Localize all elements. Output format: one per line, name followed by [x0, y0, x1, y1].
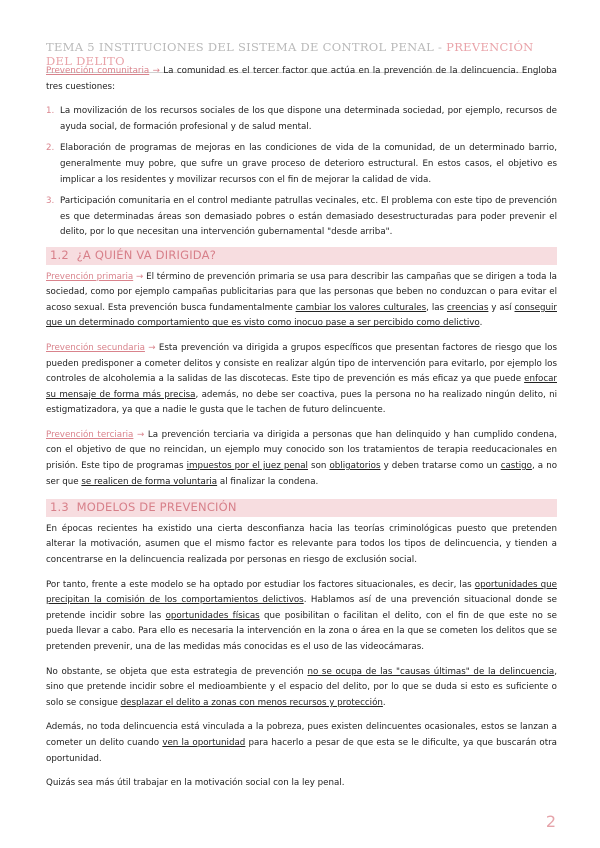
list-number: 1.	[46, 106, 55, 117]
underlined-phrase: no se ocupa de las "causas últimas" de la delincuencia	[307, 666, 555, 677]
text-run: Por tanto, frente a este modelo se ha optado por estudiar los factores situacionales, es decir, las	[46, 579, 475, 590]
section-number: 1.3	[50, 500, 69, 515]
intro-paragraph	[46, 64, 557, 95]
section-title: MODELOS DE PREVENCIÓN	[76, 500, 237, 515]
list-item	[46, 194, 557, 241]
paragraph-prevencion-secundaria	[46, 341, 557, 419]
underlined-phrase: creencias	[446, 302, 489, 313]
text-run: No obstante, se objeta que esta estrategia de prevención	[46, 666, 308, 677]
underlined-phrase: ven la oportunidad	[162, 737, 246, 748]
list-text: La movilización de los recursos sociales de los que dispone una determinada sociedad, por ejemplo, recursos de ayuda social, de formación profesional y de salud mental.	[60, 106, 557, 132]
paragraph-prevencion-terciaria	[46, 428, 557, 490]
text-run: son	[307, 461, 330, 472]
underlined-phrase: impuestos por el juez penal	[186, 461, 308, 472]
numbered-list	[46, 104, 557, 241]
page-number: 2	[545, 812, 556, 831]
text-run: .	[382, 697, 386, 708]
section-number: 1.2	[50, 247, 69, 262]
text-run: Esta prevención va dirigida a grupos específicos que presentan factores de riesgo que los pueden predisponer a cometer delitos y consiste en realizar algún tipo de intervención para evitarlo, por ejemplo los controles de alcoholemia a la salidas de las discotecas. Este tipo de prevención es más eficaz ya que puede	[46, 342, 557, 385]
term-prevencion-secundaria: Prevención secundaria	[46, 342, 145, 353]
text-run: , a no ser que	[46, 461, 558, 487]
list-number: 2.	[46, 143, 55, 154]
text-run: al finalizar la condena.	[217, 476, 319, 487]
list-item	[46, 141, 557, 188]
underlined-phrase: cambiar los valores culturales	[295, 302, 427, 313]
list-number: 3.	[46, 196, 55, 207]
intro-text: La comunidad es el tercer factor que actúa en la prevención de la delincuencia. Engloba tres cuestiones:	[46, 66, 557, 92]
section-heading-modelos-de-prevencion	[46, 499, 557, 517]
text-run: que posibilitan o facilitan el delito, con el fin de que este no se pueda llevar a cabo. Para ello es necesaria la intervención en la zona o área en la que se cometen los delitos que se pretenden prevenir, una de las medidas más conocidas es el uso de las videocámaras.	[46, 610, 558, 652]
text-run: .	[479, 318, 483, 329]
text-run: . Hablamos así de una prevención situacional donde se pretende incidir sobre las	[46, 595, 557, 621]
underlined-phrase: se realicen de forma voluntaria	[81, 476, 218, 487]
paragraph-modelos-1: En épocas recientes ha existido una cierta desconfianza hacia las teorías criminológicas puesto que pretenden alterar la motivación, asumen que el mismo factor es relevante para todos los tipos de delincuencia, y tienden a concentrarse en la delincuencia realizada por personas en riesgo de exclusión social.	[46, 523, 557, 566]
underlined-phrase: oportunidades físicas	[165, 610, 260, 621]
paragraph-modelos-3	[46, 665, 557, 712]
term-prevencion-terciaria: Prevención terciaria	[46, 429, 134, 440]
text-run: , sino que pretende incidir sobre el medioambiente y el espacio del delito, por lo que se duda si esto es suficiente o solo se consigue	[46, 666, 557, 708]
underlined-phrase: enfocar su mensaje de forma más precisa	[46, 374, 557, 400]
text-run: y deben tratarse como un	[380, 461, 501, 472]
text-run: La prevención terciaria va dirigida a personas que han delinquido y han cumplido condena, con el objetivo de que no reincidan, un ejemplo muy conocido son los tratamientos de terapia reeducacionales en prisión. Este tipo de programas	[46, 429, 557, 472]
header-subtitle: PREVENCIÓN DEL DELITO	[46, 40, 534, 68]
term-prevencion-primaria: Prevención primaria	[46, 271, 134, 282]
underlined-phrase: desplazar el delito a zonas con menos recursos y protección	[120, 697, 383, 708]
text-run: El término de prevención primaria se usa para describir las campañas que se dirigen a toda la sociedad, como por ejemplo campañas publicitarias para que las personas que beben no conduzcan o para evitar el acoso sexual. Esta prevención busca fundamentalmente	[46, 271, 557, 313]
text-run: , además, no debe ser coactiva, pues la persona no ha realizado ningún delito, ni estigmatizadora, ya que a nadie le gusta que le tachen de futuro delincuente.	[46, 389, 557, 416]
section-heading-a-quien-va-dirigida	[46, 247, 557, 265]
arrow-icon: →	[133, 429, 148, 440]
text-run: y así	[488, 302, 515, 313]
list-text: Participación comunitaria en el control mediante patrullas vecinales, etc. El problema con este tipo de prevención es que determinadas áreas son demasiado pobres o están demasiado desestructuradas para poder prevenir el delito, por lo que necesitan una intervención gubernamental "desde arriba".	[60, 196, 557, 238]
underlined-phrase: castigo	[500, 461, 532, 472]
arrow-icon: →	[144, 342, 159, 353]
list-item	[46, 104, 557, 135]
section-title: ¿A QUIÉN VA DIRIGIDA?	[76, 247, 217, 262]
paragraph-prevencion-primaria	[46, 270, 557, 332]
paragraph-modelos-2	[46, 578, 557, 656]
arrow-icon: →	[133, 271, 147, 282]
text-run: para hacerlo a pesar de que esta se le dificulte, ya que buscarán otra oportunidad.	[46, 737, 557, 764]
arrow-icon: →	[149, 66, 164, 76]
list-text: Elaboración de programas de mejoras en las condiciones de vida de la comunidad, de un determinado barrio, generalmente muy pobre, que sufre un grave proceso de deterioro estructural. En estos casos, el objetivo es implicar a los residentes y movilizar recursos con el fin de mejorar la calidad de vida.	[60, 143, 557, 185]
text-run: , las	[426, 302, 447, 313]
term-prevencion-comunitaria: Prevención comunitaria	[46, 66, 150, 76]
paragraph-modelos-4	[46, 720, 557, 767]
header-title: TEMA 5 INSTITUCIONES DEL SISTEMA DE CONTROL PENAL -	[46, 40, 447, 54]
paragraph-modelos-5: Quizás sea más útil trabajar en la motivación social con la ley penal.	[46, 778, 345, 789]
underlined-phrase: oportunidades que precipitan la comisión de los comportamientos delictivos	[46, 579, 557, 606]
underlined-phrase: obligatorios	[329, 461, 381, 472]
document-body	[46, 64, 557, 801]
text-run: Además, no toda delincuencia está vinculada a la pobreza, pues existen delincuentes ocasionales, estos se lanzan a cometer un delito cuando	[46, 722, 557, 748]
underlined-phrase: conseguir que un determinado comportamiento que es visto como inocuo pase a ser percibido como delictivo	[46, 302, 557, 329]
